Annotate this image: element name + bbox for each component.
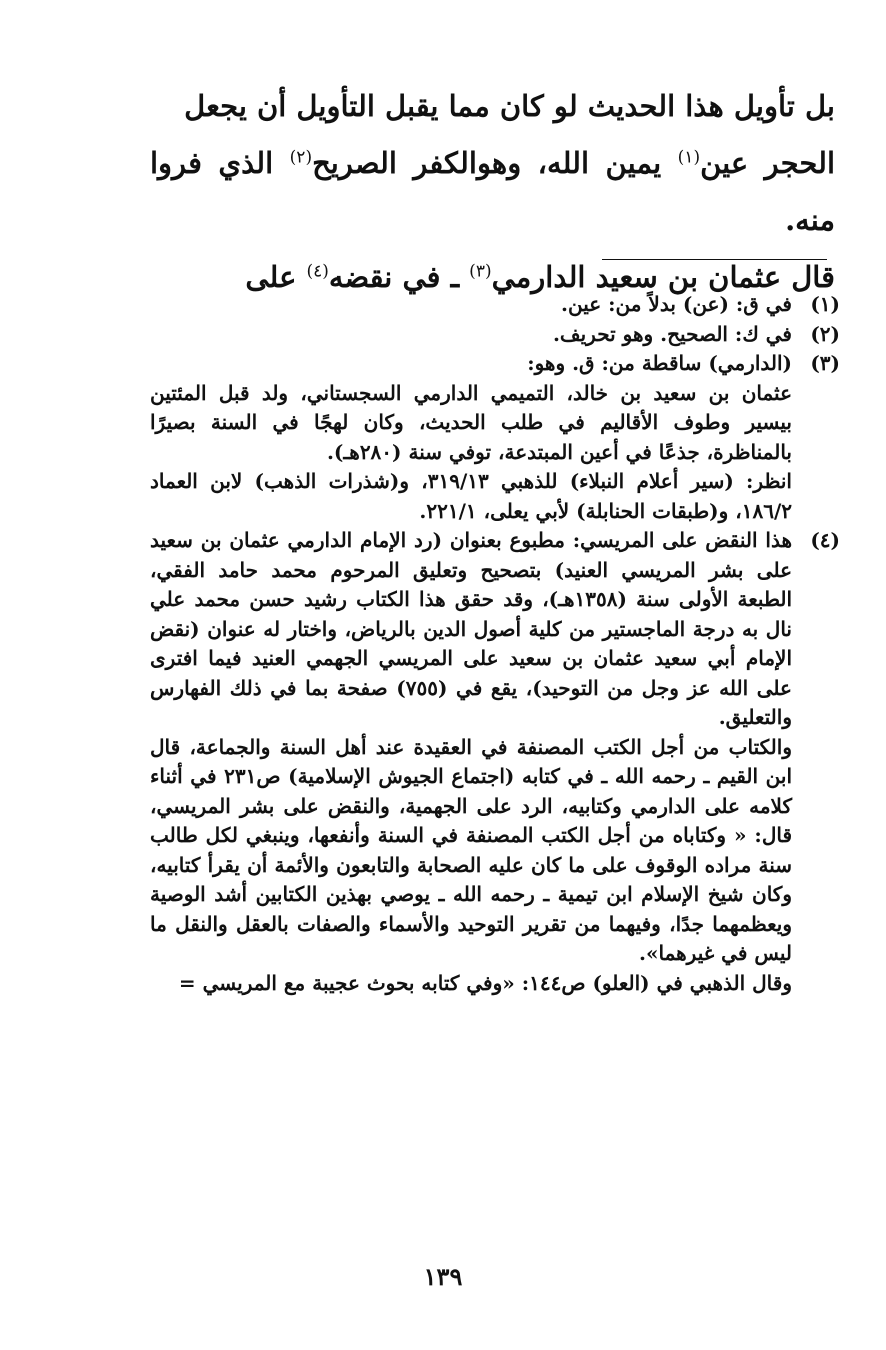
main-line-2-part-a: الحجر عين <box>700 146 835 180</box>
main-line-1: بل تأويل هذا الحديث لو كان مما يقبل التأويل أن يجعل <box>184 89 835 123</box>
footnote-4 <box>150 526 840 998</box>
footnote-ref-1[interactable]: (١) <box>677 147 701 168</box>
footnote-number: (٢) <box>810 321 840 346</box>
main-line-3-part-a: قال عثمان بن سعيد الدارمي <box>491 260 835 294</box>
footnote-number: (٤) <box>810 528 840 552</box>
footnote-2 <box>150 320 840 350</box>
main-line-2-part-b: يمين الله، وهوالكفر الصريح <box>312 146 678 180</box>
footnote-number: (٣) <box>810 351 840 375</box>
footnote-3 <box>150 349 840 526</box>
page-number: ١٣٩ <box>423 1262 463 1291</box>
footnote-text: في ك: الصحيح. وهو تحريف. <box>552 321 792 346</box>
footnote-paragraph: عثمان بن سعيد بن خالد، التميمي الدارمي السجستاني، ولد قبل المئتين بيسير وطوف الأقاليم في طلب الحديث، وكان لهجًا في السنة بصيرًا بالمناظرة، جذعًا في أعين المبتدعة، توفي سنة (٢٨٠هـ). <box>150 380 793 464</box>
main-line-3-part-b: ـ في نقضه <box>328 260 470 294</box>
footnote-paragraph: والكتاب من أجل الكتب المصنفة في العقيدة عند أهل السنة والجماعة، قال ابن القيم ـ رحمه الله ـ في كتابه (اجتماع الجيوش الإسلامية) ص٢٣١ في أثناء كلامه على الدارمي وكتابيه، الرد على الجهمية، والنقض على بشر المريسي، قال: « وكتاباه من أجل الكتب المصنفة في السنة وأنفعها، وينبغي لكل طالب سنة مراده الوقوف على ما كان عليه الصحابة والتابعون والأئمة أن يقرأ كتابيه، وكان شيخ الإسلام ابن تيمية ـ رحمه الله ـ يوصي بهذين الكتابين أشد الوصية ويعظمهما جدًا، وفيهما من تقرير التوحيد والأسماء والصفات بالعقل والنقل ما ليس في غيرهما». <box>150 734 793 965</box>
footnote-ref-3[interactable]: (٣) <box>469 261 492 282</box>
footnote-ref-2[interactable]: (٢) <box>289 147 313 168</box>
footnote-paragraph: (الدارمي) ساقطة من: ق. وهو: <box>527 351 792 375</box>
footnote-text: في ق: (عن) بدلاً من: عين. <box>561 292 792 316</box>
footnote-1 <box>150 290 840 320</box>
footnote-number: (١) <box>810 292 840 316</box>
footnotes <box>150 290 840 998</box>
main-line-2-part-c: الذي فروا منه. <box>150 146 835 237</box>
footnote-paragraph: هذا النقض على المريسي: مطبوع بعنوان (رد الإمام الدارمي عثمان بن سعيد على بشر المريسي العنيد) بتصحيح وتعليق المرحوم محمد حامد الفقي، الطبعة الأولى سنة (١٣٥٨هـ)، وقد حقق هذا الكتاب رشيد حسن محمد علي نال به درجة الماجستير من كلية أصول الدين بالرياض، واختار له عنوان (نقض الإمام أبي سعيد عثمان بن سعيد على المريسي الجهمي العنيد فيما افترى على الله عز وجل من التوحيد)، يقع في (٧٥٥) صفحة بما في ذلك الفهارس والتعليق. <box>150 528 792 729</box>
footnote-separator <box>602 259 827 260</box>
main-text <box>150 78 835 306</box>
footnote-paragraph: وقال الذهبي في (العلو) ص١٤٤: «وفي كتابه بحوث عجيبة مع المريسي = <box>178 970 792 995</box>
footnote-ref-4[interactable]: (٤) <box>306 261 329 282</box>
main-line-2 <box>150 135 835 249</box>
main-line-3-part-c: على <box>245 260 307 294</box>
footnote-paragraph: انظر: (سير أعلام النبلاء) للذهبي ٣١٩/١٣، و(شذرات الذهب) لابن العماد ١٨٦/٢، و(طبقات الحنابلة) لأبي يعلى، ٢٢١/١. <box>150 469 792 523</box>
